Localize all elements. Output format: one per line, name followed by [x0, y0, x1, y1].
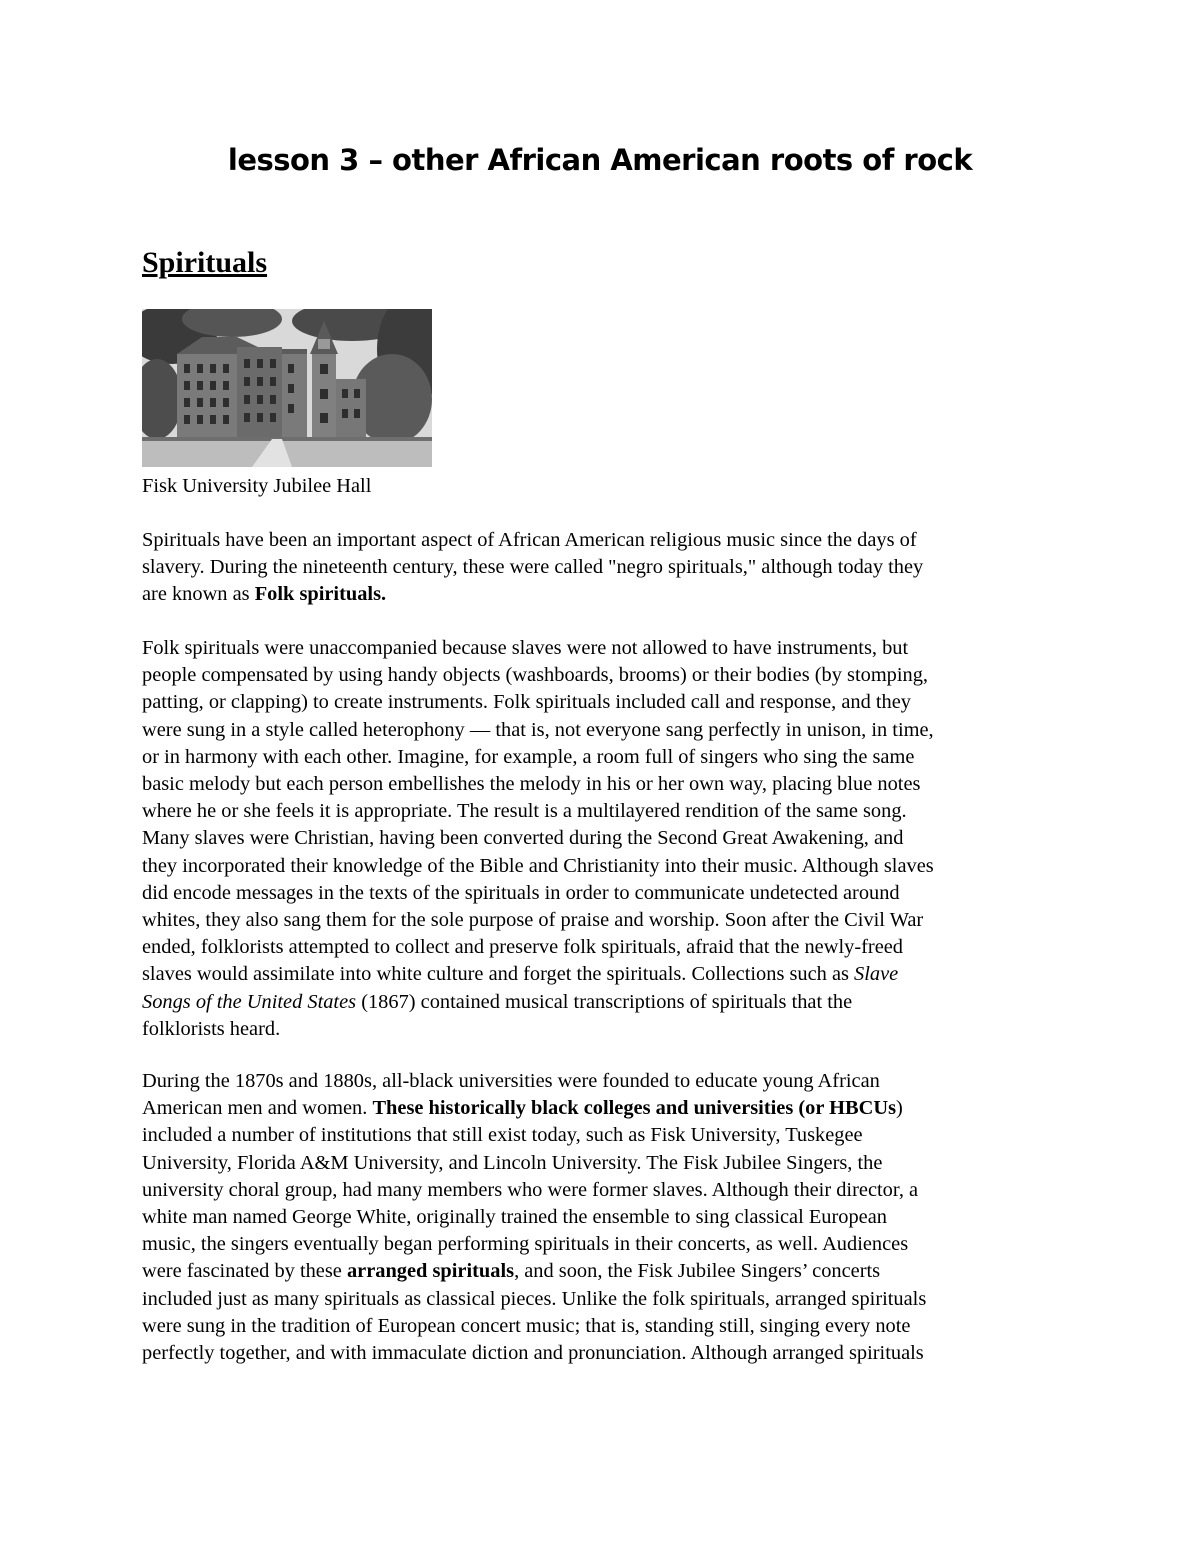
paragraph-line: patting, or clapping) to create instruments. Folk spirituals included call and response, and they: [142, 691, 911, 714]
paragraph-line: slavery. During the nineteenth century, these were called "negro spirituals," although today they: [142, 556, 924, 579]
section-heading-spirituals: Spirituals: [142, 246, 268, 279]
text-run: were fascinated by these: [142, 1260, 347, 1283]
paragraph-intro: [142, 527, 1062, 609]
paragraph-line: or in harmony with each other. Imagine, for example, a room full of singers who sing the same: [142, 745, 915, 768]
paragraph-line: Folk spirituals were unaccompanied because slaves were not allowed to have instruments, but: [142, 637, 909, 659]
text-run: are known as: [142, 583, 255, 606]
paragraph-line: ended, folklorists attempted to collect and preserve folk spirituals, afraid that the newly-freed: [142, 936, 903, 959]
paragraph-line: they incorporated their knowledge of the Bible and Christianity into their music. Although slaves: [142, 854, 934, 877]
paragraph-line: university choral group, had many members who were former slaves. Although their director, a: [142, 1178, 919, 1201]
paragraph-line: [142, 1258, 1062, 1285]
text-run: American men and women.: [142, 1097, 373, 1120]
paragraph-line: included a number of institutions that still exist today, such as Fisk University, Tuskegee: [142, 1124, 863, 1147]
paragraph-line: During the 1870s and 1880s, all-black universities were founded to educate young African: [142, 1070, 880, 1092]
bold-term-folk-spirituals: Folk spirituals.: [254, 583, 387, 606]
paragraph-line: perfectly together, and with immaculate diction and pronunciation. Although arranged spirituals: [142, 1342, 924, 1365]
text-run: ): [896, 1097, 903, 1120]
paragraph-line: included just as many spirituals as classical pieces. Unlike the folk spirituals, arranged spirituals: [142, 1287, 927, 1310]
paragraph-line: whites, they also sang them for the sole purpose of praise and worship. Soon after the Civil War: [142, 909, 924, 932]
paragraph-line: where he or she feels it is appropriate. The result is a multilayered rendition of the same song.: [142, 800, 907, 823]
image-caption: Fisk University Jubilee Hall: [142, 475, 372, 497]
paragraph-line: basic melody but each person embellishes the melody in his or her own way, placing blue notes: [142, 773, 921, 796]
fisk-jubilee-hall-photo: [142, 309, 432, 467]
paragraph-line: [142, 989, 1062, 1016]
text-run: slaves would assimilate into white culture and forget the spirituals. Collections such as: [142, 963, 855, 986]
paragraph-line: Many slaves were Christian, having been converted during the Second Great Awakening, and: [142, 827, 904, 850]
paragraph-hbcus: [142, 1068, 1062, 1367]
bold-term-hbcus: These historically black colleges and universities (or HBCUs: [372, 1097, 896, 1120]
paragraph-line: people compensated by using handy objects (washboards, brooms) or their bodies (by stomping,: [142, 664, 929, 687]
paragraph-line: white man named George White, originally trained the ensemble to sing classical European: [142, 1206, 887, 1229]
paragraph-line: [142, 581, 1062, 608]
italic-title: Songs of the United States: [142, 990, 357, 1013]
italic-title: Slave: [854, 963, 899, 986]
text-run: (1867) contained musical transcriptions of spirituals that the: [356, 990, 853, 1013]
paragraph-line: Spirituals have been an important aspect of African American religious music since the days of: [142, 529, 917, 551]
paragraph-line: were sung in the tradition of European concert music; that is, standing still, singing every note: [142, 1314, 911, 1337]
paragraph-line: [142, 1095, 1062, 1122]
bold-term-arranged-spirituals: arranged spirituals: [346, 1260, 515, 1283]
paragraph-line: did encode messages in the texts of the spirituals in order to communicate undetected around: [142, 881, 900, 904]
paragraph-line: University, Florida A&M University, and Lincoln University. The Fisk Jubilee Singers, the: [142, 1151, 883, 1174]
text-run: , and soon, the Fisk Jubilee Singers’ concerts: [514, 1260, 881, 1283]
paragraph-line: were sung in a style called heterophony — that is, not everyone sang perfectly in unison, in time,: [142, 718, 934, 741]
paragraph-line: [142, 961, 1062, 988]
paragraph-line: music, the singers eventually began performing spirituals in their concerts, as well. Audiences: [142, 1233, 909, 1256]
paragraph-folk-spirituals: [142, 635, 1062, 1043]
paragraph-line: folklorists heard.: [142, 1017, 281, 1040]
page-title: lesson 3 – other African American roots of rock: [227, 143, 973, 177]
